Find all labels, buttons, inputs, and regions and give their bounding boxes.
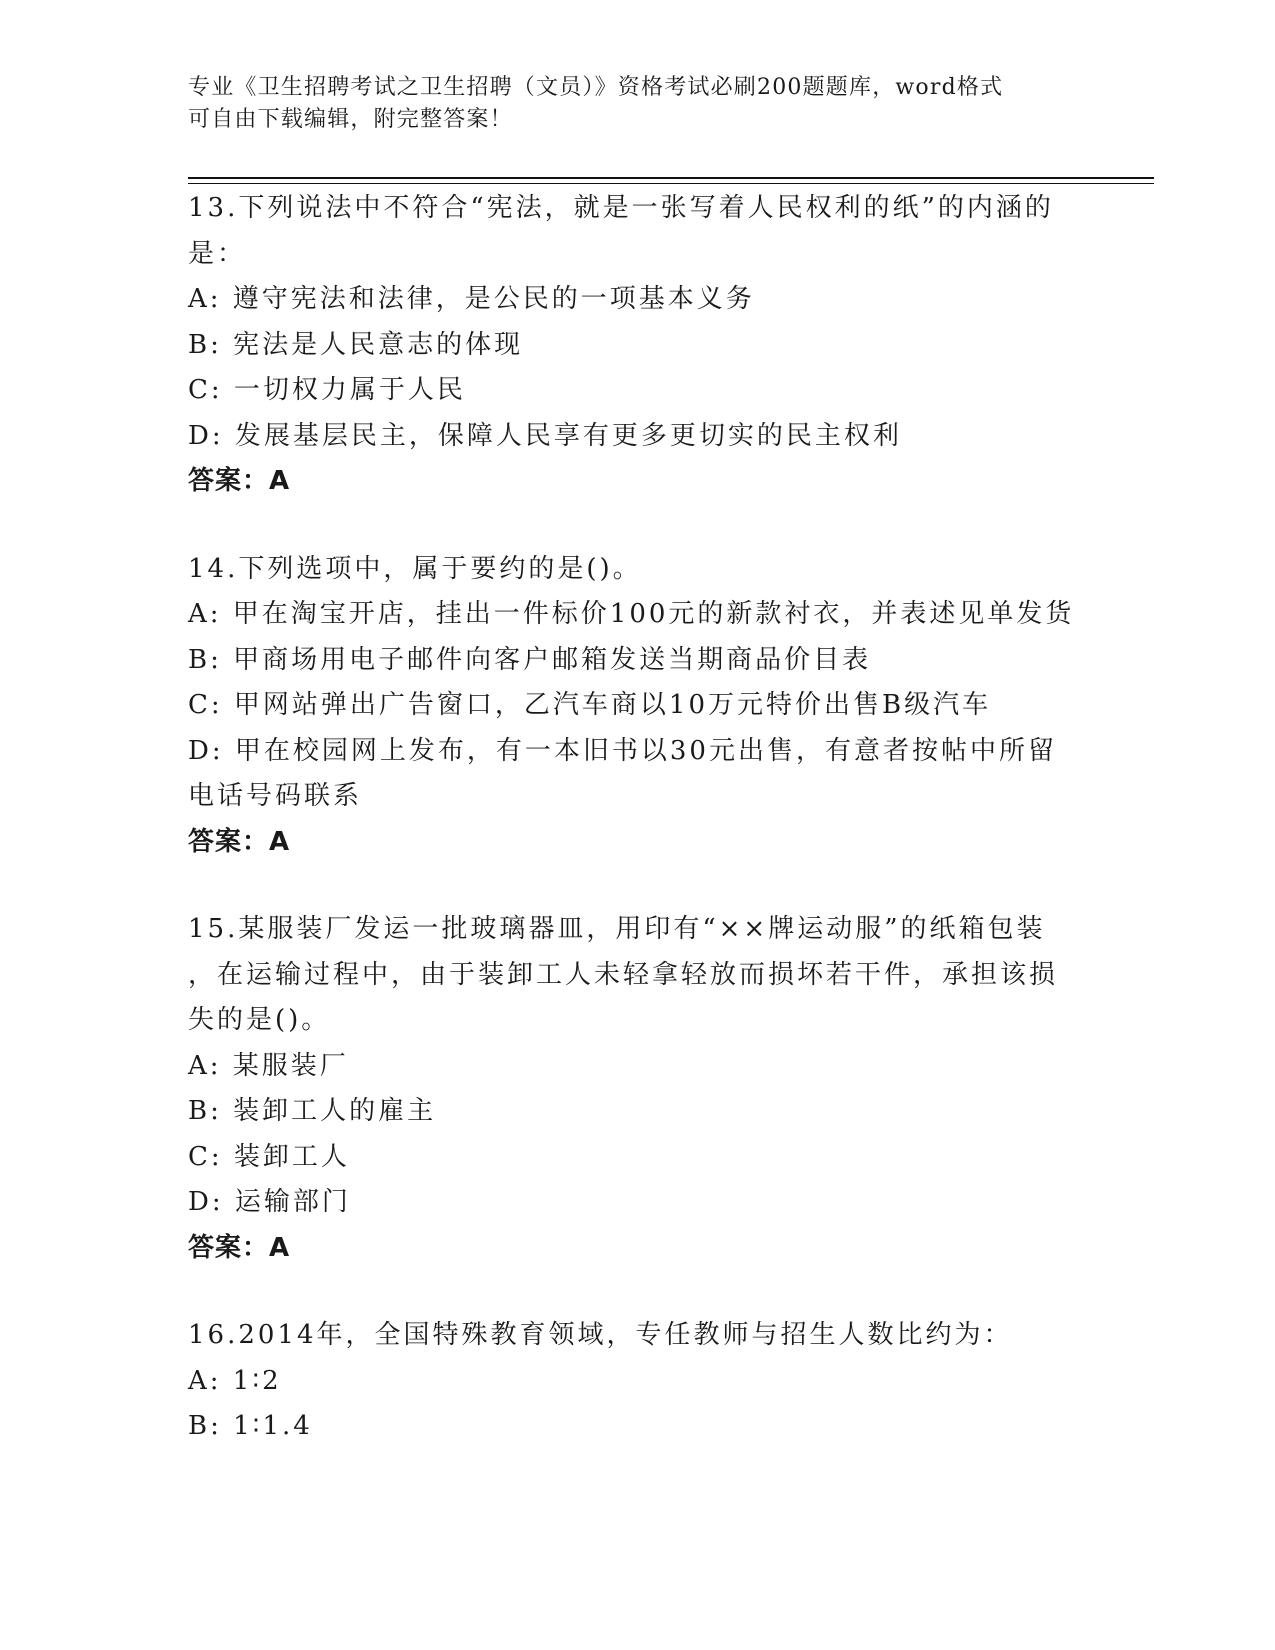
question-14-stem-line-1: 14.下列选项中，属于要约的是()。 (188, 553, 642, 584)
question-13 (188, 186, 1088, 505)
question-13-option-c: C: 一切权力属于人民 (188, 375, 466, 405)
header-line-1: 专业《卫生招聘考试之卫生招聘（文员）》资格考试必刷200题题库，word格式 (188, 75, 1004, 100)
question-15-option-a: A: 某服装厂 (188, 1050, 349, 1081)
question-14-option-d: D: 甲在校园网上发布，有一本旧书以30元出售，有意者按帖中所留 (188, 735, 1057, 766)
question-13-stem-line-2: 是： (188, 238, 247, 269)
question-15-stem-line-1: 15.某服装厂发运一批玻璃器皿，用印有“××牌运动服”的纸箱包装 (188, 914, 1046, 944)
question-16-option-b: B: 1∶1.4 (188, 1411, 313, 1441)
question-13-option-d: D: 发展基层民主，保障人民享有更多更切实的民主权利 (188, 420, 902, 451)
question-14-option-b: B: 甲商场用电子邮件向客户邮箱发送当期商品价目表 (188, 644, 872, 675)
question-15-option-b: B: 装卸工人的雇主 (188, 1096, 437, 1126)
question-15-answer: 答案：A (188, 1232, 291, 1263)
document-header (188, 72, 1068, 136)
question-15-option-c: C: 装卸工人 (188, 1141, 350, 1172)
question-14-option-a: A: 甲在淘宝开店，挂出一件标价100元的新款衬衣，并表述见单发货 (188, 599, 1075, 629)
question-13-option-a: A: 遵守宪法和法律，是公民的一项基本义务 (188, 284, 755, 314)
question-13-answer: 答案：A (188, 466, 291, 496)
question-16-stem-line-1: 16.2014年，全国特殊教育领域，专任教师与招生人数比约为： (188, 1320, 1013, 1350)
header-rule-thin (188, 183, 1154, 184)
question-16 (188, 1313, 1088, 1450)
header-rule-thick (188, 177, 1154, 179)
question-15-option-d: D: 运输部门 (188, 1187, 351, 1217)
header-line-2: 可自由下载编辑，附完整答案！ (188, 107, 513, 132)
question-13-stem-line-1: 13.下列说法中不符合“宪法，就是一张写着人民权利的纸”的内涵的 (188, 193, 1054, 223)
question-14 (188, 547, 1088, 866)
question-gap (188, 505, 1088, 547)
question-15 (188, 907, 1088, 1271)
question-16-option-a: A: 1∶2 (188, 1365, 282, 1396)
question-15-stem-line-2: ，在运输过程中，由于装卸工人未轻拿轻放而损坏若干件，承担该损 (188, 959, 1059, 990)
question-14-answer: 答案：A (188, 826, 291, 857)
question-gap (188, 1271, 1088, 1313)
question-14-option-d-continued: 电话号码联系 (188, 781, 363, 811)
question-13-option-b: B: 宪法是人民意志的体现 (188, 329, 524, 360)
question-15-stem-line-3: 失的是()。 (188, 1005, 331, 1035)
question-14-option-c: C: 甲网站弹出广告窗口，乙汽车商以10万元特价出售B级汽车 (188, 690, 992, 720)
question-gap (188, 865, 1088, 907)
question-list (188, 186, 1088, 1450)
